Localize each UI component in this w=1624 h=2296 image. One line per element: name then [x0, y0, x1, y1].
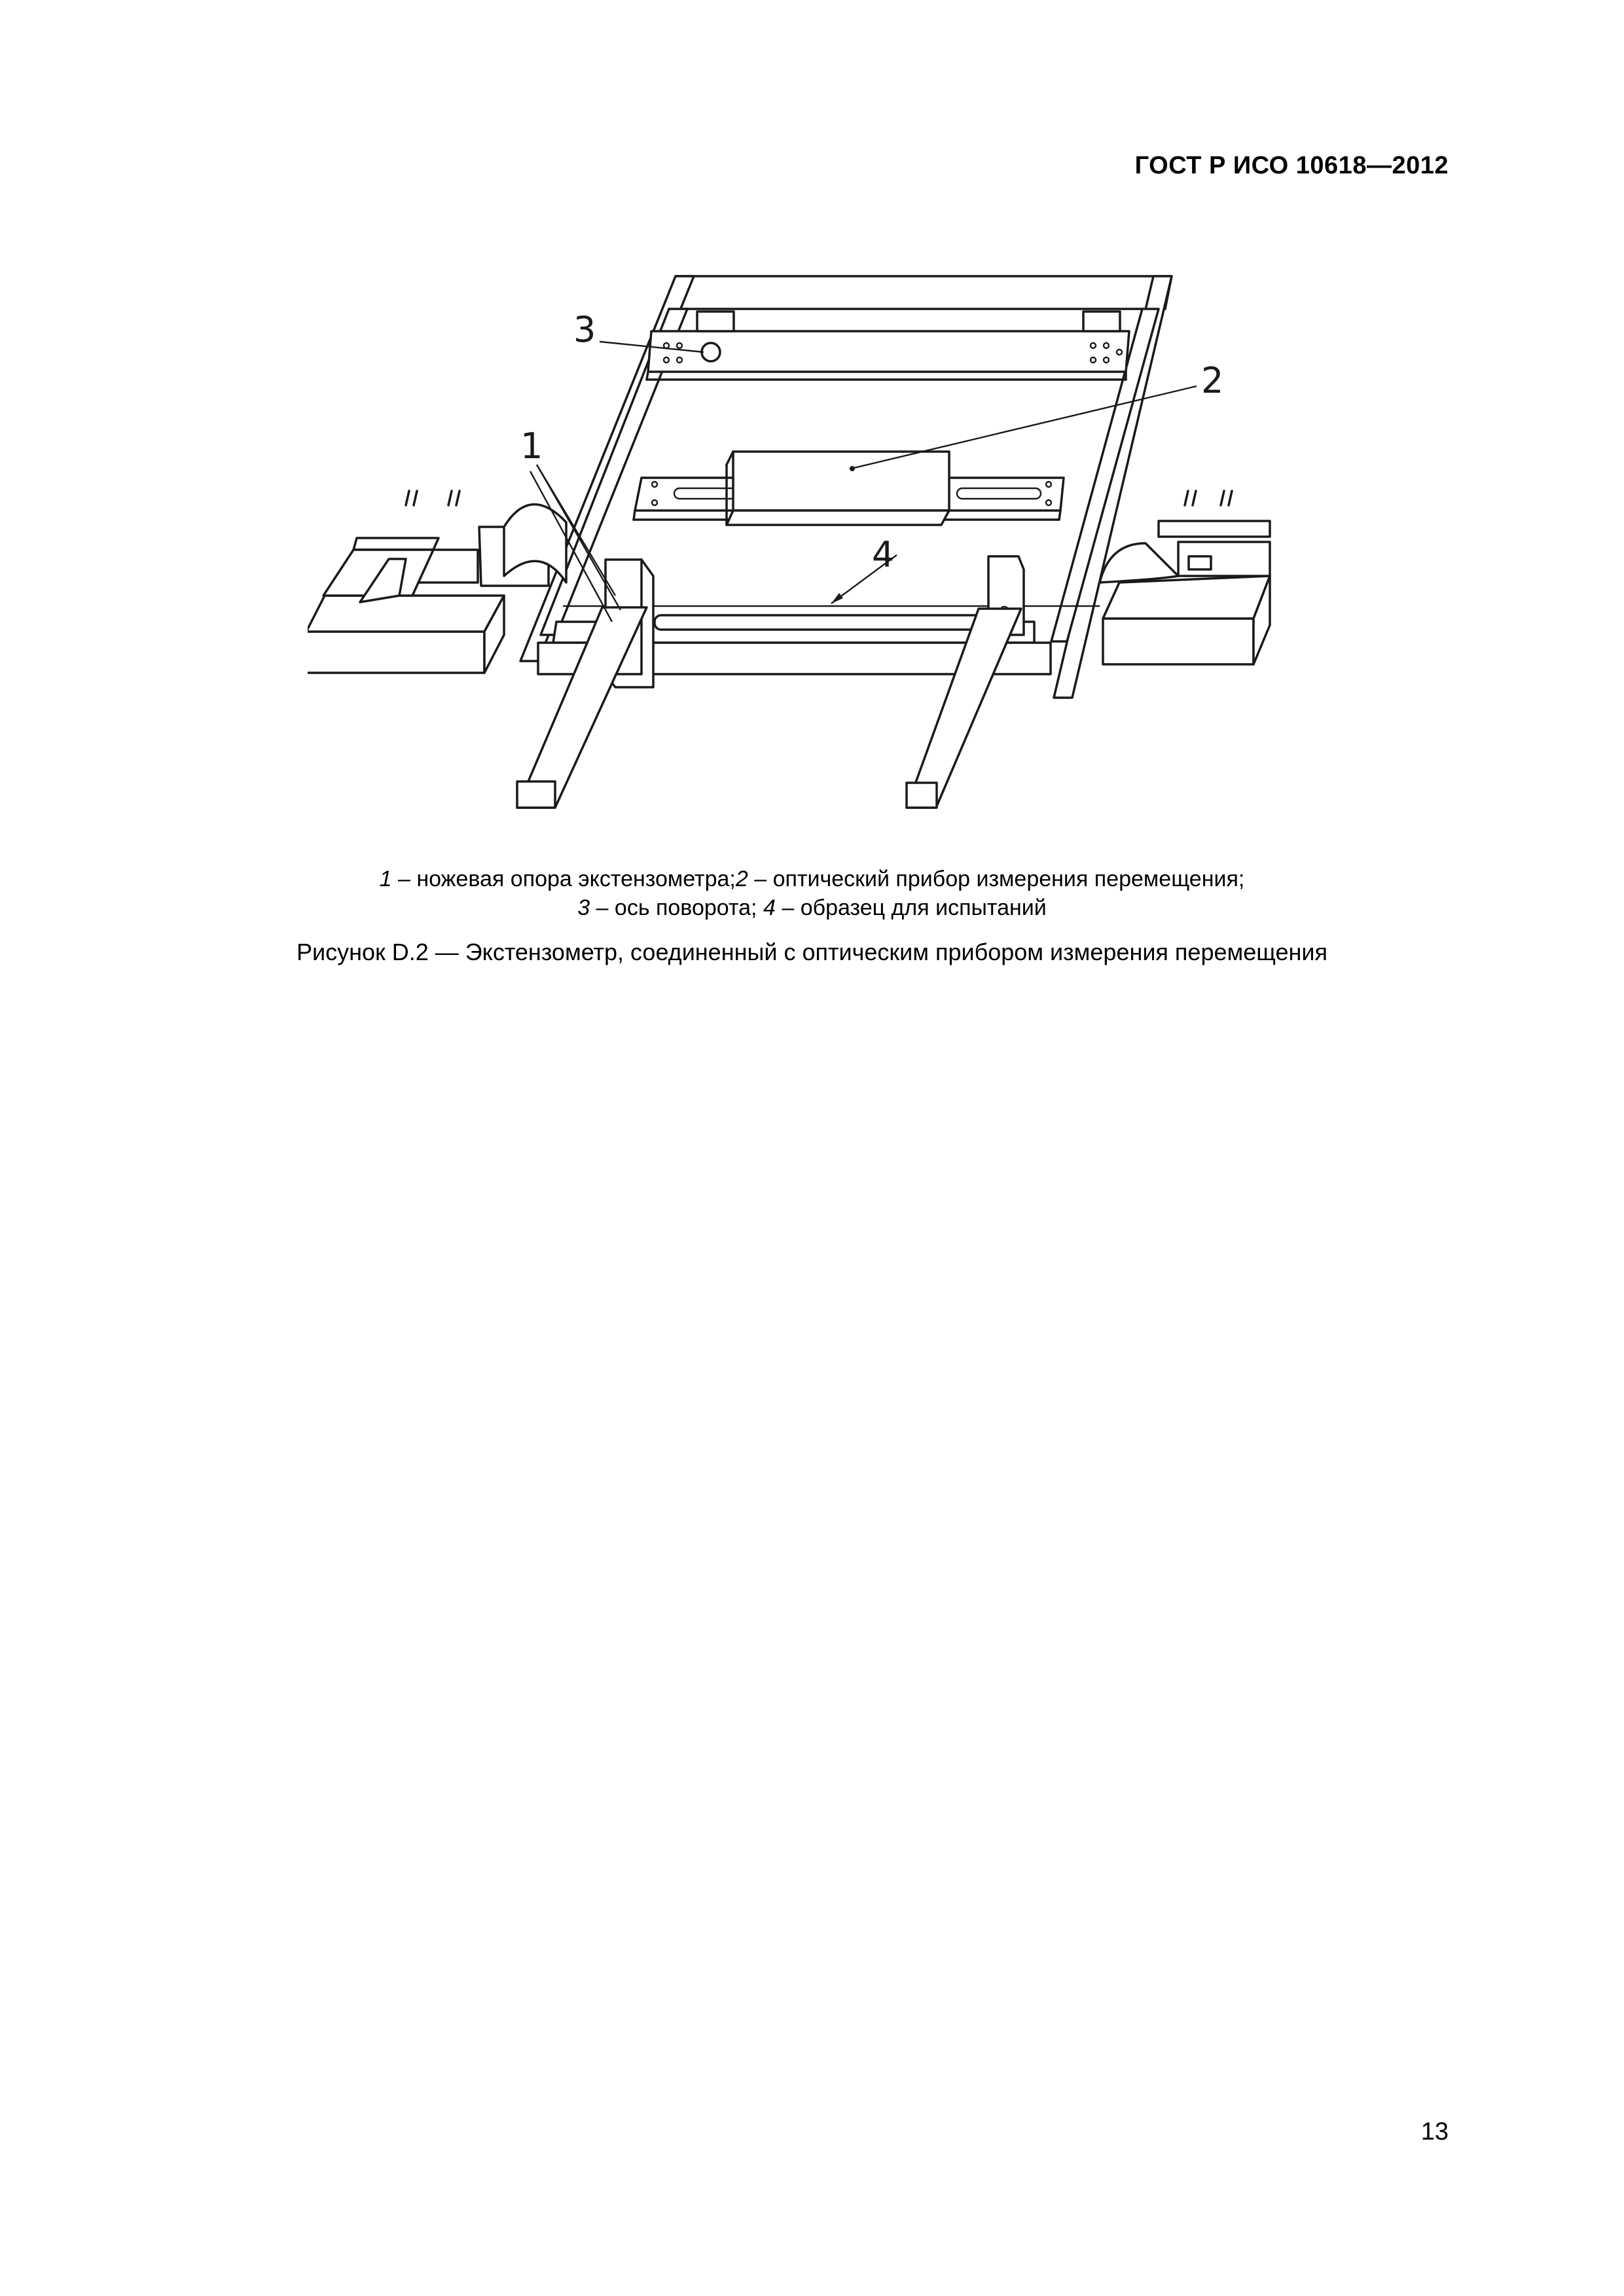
page-number: 13 [1420, 2118, 1449, 2145]
callout-4: 4 [872, 534, 895, 575]
figure-legend-line-1 [0, 864, 1624, 894]
callout-1: 1 [520, 425, 543, 467]
extensometer-drawing-svg [308, 268, 1303, 844]
legend-item-1-number: 1 [379, 867, 392, 891]
callout-2: 2 [1201, 360, 1224, 401]
left-knife-edge-support [517, 560, 653, 808]
legend-item-4-text: – образец для испытаний [775, 895, 1047, 920]
legend-item-3-text: – ось поворота; [590, 895, 763, 920]
figure-legend-line-2 [0, 893, 1624, 923]
standard-header: ГОСТ Р ИСО 10618—2012 [1134, 152, 1449, 179]
legend-item-4-number: 4 [763, 895, 776, 920]
callout-3: 3 [573, 309, 596, 350]
right-clamp [1100, 491, 1270, 664]
extensometer-drawing [308, 268, 1303, 844]
legend-item-2-number: 2 [735, 867, 748, 891]
legend-item-1-text: – ножевая опора экстензометра; [391, 867, 736, 891]
figure-caption: Рисунок D.2 — Экстензометр, соединенный с оптическим прибором измерения перемещения [297, 939, 1327, 965]
legend-item-3-number: 3 [577, 895, 590, 920]
optical-displacement-device [727, 452, 949, 525]
right-knife-edge-support [907, 556, 1024, 808]
top-crossbar [647, 312, 1129, 380]
legend-item-2-text: – оптический прибор измерения перемещения; [748, 867, 1245, 891]
